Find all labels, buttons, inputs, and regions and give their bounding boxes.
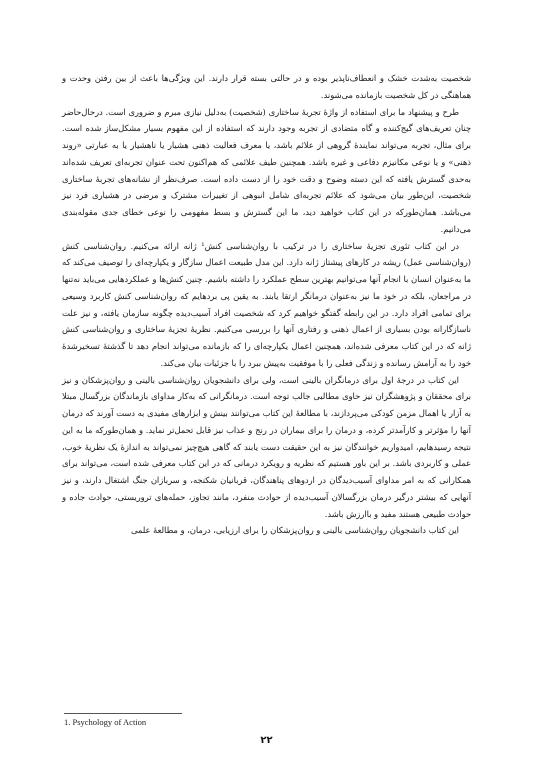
footnote-divider: [64, 713, 182, 714]
body-text: [62, 70, 471, 539]
paragraph-continuation: شخصیت به‌شدت خشک و انعطاف‌ناپذیر بوده و در حالتی بسته قرار دارند. این ویژگی‌ها باعث از بین رفتن وحدت و هماهنگی در کل شخصیت بازمانده می‌شوند.: [62, 73, 471, 100]
paragraph: طرح و پیشنهاد ما برای استفاده از واژهٔ تجربهٔ ساختاری (شخصیت) به‌دلیل نیازی مبرم و ضروری است. درحال‌حاضر چنان تعریف‌های گیج‌کننده و گاه متضادی از تجربه وجود دارند که استفاده از این مفهوم بسیار مشکل‌ساز شده است. برای مثال، تجربه می‌تواند نمایندهٔ گروهی از علائم باشد، یا معرف فعالیت ذهنی هشیار یا ناهشیار یا به عبارتی «روند ذهنی» و یا نوعی مکانیزم دفاعی و غیره باشد. همچنین طیف علائمی که هم‌اکنون تحت عنوان تجربه‌ای تعریف شده‌اند به‌حدی گسترش یافته که این دسته وضوح و دقت خود را از دست داده است. صرف‌نظر از نشانه‌های تجربهٔ ساختاری شخصیت، این‌طور بیان می‌شود که علائم تجربه‌ای شامل انبوهی از تغییرات مشترک و مرضی در هشیاری فرد نیز می‌باشد. همان‌طورکه در این کتاب خواهید دید، ما این گسترش و بسط مفهومی را نوعی خطای جدی مقوله‌بندی می‌دانیم.: [62, 106, 471, 234]
paragraph: این کتاب دانشجویان روان‌شناسی بالینی و روان‌پزشکان را برای ارزیابی، درمان، و مطالعهٔ علمی: [131, 525, 459, 536]
paragraph: این کتاب در درجهٔ اول برای درمانگران بالینی است، ولی برای دانشجویان روان‌شناسی بالینی و روان‌پزشکان و نیز برای محققان و پژوهشگران نیز حاوی مطالبی جالب توجه است. درمانگرانی که به‌کار مداوای بازماندگان بزرگسال مبتلا به آزار یا اهمال مزمن کودکی می‌پردازند، با مطالعهٔ این کتاب می‌توانند بینش و ابزارهای مفیدی به دست آورند که درمان آنها را مؤثرتر و کارآمدتر کرده، و درمان را برای بیماران در رنج و عذاب نیز قابل تحمل‌تر نماید. و همان‌طورکه ما به این نتیجه رسیدهایم، امیدواریم خوانندگان نیز به این حقیقت دست یابند که گاهی هیچ‌چیز نمی‌تواند به اندازهٔ یک نظریهٔ خوب، عملی و کاربردی باشد. بر این باور هستیم که نظریه و رویکرد درمانی که در این کتاب معرفی شده است، می‌تواند برای همکارانی که به امر مداوای آسیب‌دیدگان در اردوهای پناهندگان، قربانیان شکنجه، و سربازان جنگ اشتغال دارند، و نیز آنهایی که بیشتر درگیر درمان بزرگسالان آسیب‌دیده از حوادث منفرد، مانند تجاوز، حمله‌های تروریستی، حوادث جاده و حوادث طبیعی هستند مفید و باارزش باشد.: [62, 374, 471, 519]
page-number: ۲۲: [260, 735, 273, 746]
paragraph: در این کتاب تئوری تجزیهٔ ساختاری را در ترکیب با روان‌شناسی کنش¹ ژانه ارائه می‌کنیم. روان‌شناسی کنش (روان‌شناسی عمل) ریشه در کارهای پیشتاز ژانه دارد. این مدل طبیعت اعمال سازگار و یکپارچه‌ای را توصیف می‌کند که ما به‌عنوان انسان با انجام آنها می‌توانیم بهترین سطح عملکرد را داشته باشیم. چنین کنش‌ها و عملکردهایی می‌باید نه‌تنها در مراجعان، بلکه در خود ما نیز به‌عنوان درمانگر ارتقا یابند. به یقین پی بردهایم که روان‌شناسی کنش کاربرد وسیعی برای تمامی افراد دارد. در این رابطه گفتگو خواهیم کرد که شخصیت افراد آسیب‌دیده چگونه سازمان یافته، و نیز علت ناسازگارانه بودن بسیاری از اعمال ذهنی و رفتاری آنها را بررسی می‌کنیم. نظریهٔ تجزیهٔ ساختاری و روان‌شناسی کنش ژانه که در این کتاب معرفی شده‌اند، همچنین اعمال یکپارچه‌ای را که بازمانده می‌تواند انجام دهد تا گذشتهٔ تسخیرشدهٔ خود را به آرامش رسانده و زندگی فعلی را با موفقیت به‌پیش ببرد را با جزئیات بیان می‌کند.: [62, 240, 471, 368]
footnote: 1. Psychology of Action: [64, 717, 147, 727]
